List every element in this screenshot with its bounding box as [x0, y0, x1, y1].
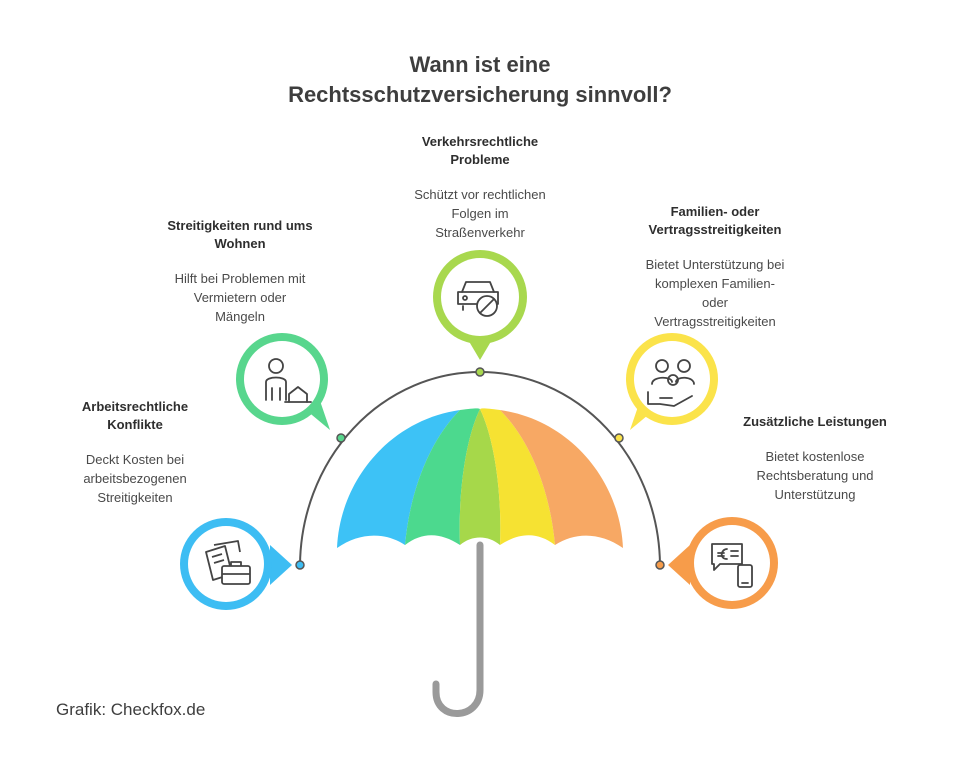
- connector-dot-familie: [615, 434, 623, 442]
- connector-dot-verkehr: [476, 368, 484, 376]
- heading-familie: Familien- oder Vertragsstreitigkeiten: [648, 204, 782, 237]
- page-title: [0, 50, 960, 110]
- text-block-zusatz: [715, 413, 915, 504]
- umbrella-canopy: [337, 408, 623, 548]
- umbrella-handle: [436, 545, 480, 714]
- text-block-arbeit: [40, 398, 230, 507]
- bubble-familie: [626, 333, 718, 430]
- text-block-wohnen: [130, 217, 350, 326]
- heading-arbeit: Arbeitsrechtliche Konflikte: [81, 399, 189, 432]
- connector-dot-arbeit: [296, 561, 304, 569]
- description-zusatz: Bietet kostenlose Rechtsberatung und Unterstützung: [756, 449, 874, 502]
- description-arbeit: Deckt Kosten bei arbeitsbezogenen Streitigkeiten: [83, 452, 187, 505]
- bubble-wohnen: [236, 333, 330, 430]
- text-block-verkehr: [370, 133, 590, 242]
- title-line-2: Rechtsschutzversicherung sinnvoll?: [288, 82, 672, 107]
- description-verkehr: Schützt vor rechtlichen Folgen im Straßenverkehr: [414, 187, 546, 240]
- description-familie: Bietet Unterstützung bei komplexen Familien- oder Vertragsstreitigkeiten: [645, 257, 785, 329]
- text-block-familie: [605, 203, 825, 331]
- description-wohnen: Hilft bei Problemen mit Vermietern oder Mängeln: [174, 271, 306, 324]
- heading-wohnen: Streitigkeiten rund ums Wohnen: [167, 218, 313, 251]
- connector-dot-zusatz: [656, 561, 664, 569]
- bubble-arbeit: [180, 518, 292, 610]
- bubble-zusatz: [668, 517, 778, 609]
- credit-text: Grafik: Checkfox.de: [56, 700, 206, 719]
- connector-dot-wohnen: [337, 434, 345, 442]
- bubble-verkehr: [433, 250, 527, 360]
- heading-zusatz: Zusätzliche Leistungen: [743, 414, 887, 429]
- title-line-1: Wann ist eine: [409, 52, 551, 77]
- heading-verkehr: Verkehrsrechtliche Probleme: [421, 134, 539, 167]
